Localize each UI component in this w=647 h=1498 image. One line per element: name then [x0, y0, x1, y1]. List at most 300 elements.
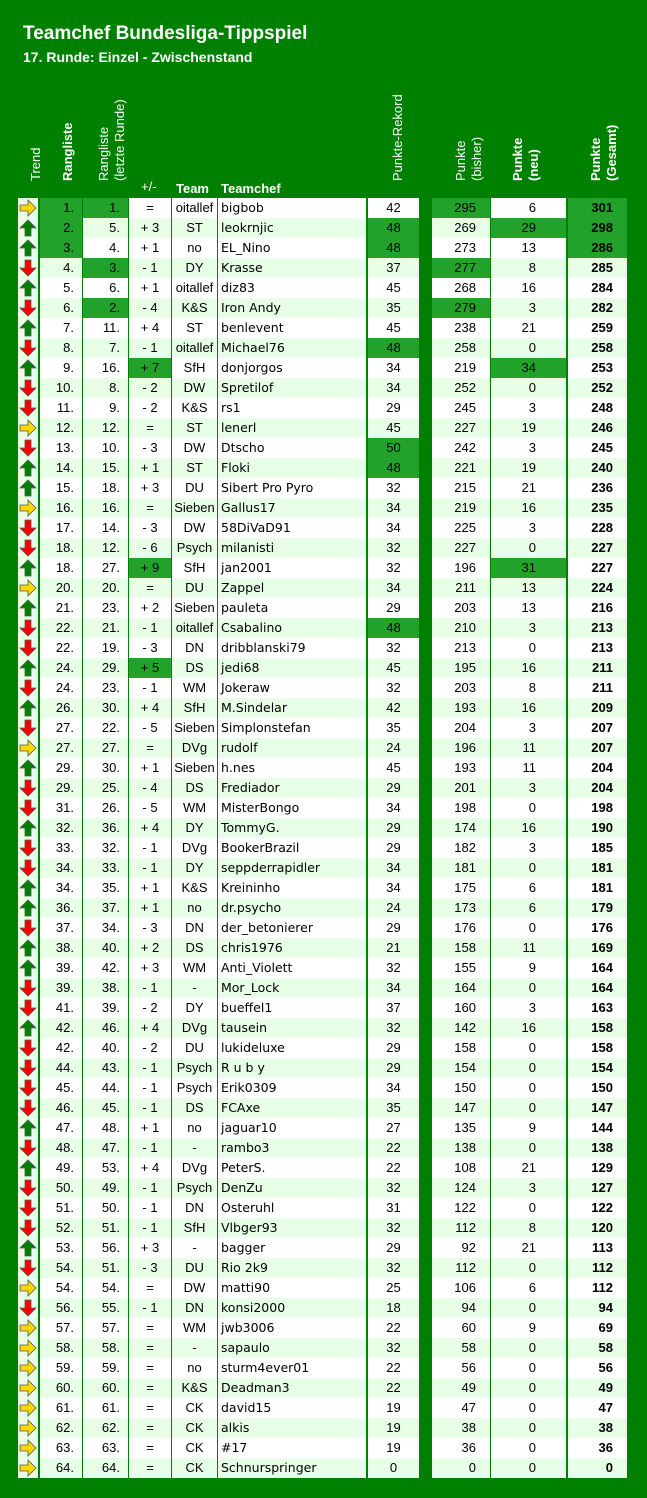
record-cell: 34	[368, 578, 419, 598]
last-rank-cell: 16.	[83, 358, 128, 378]
points-new-cell: 0	[491, 1098, 566, 1118]
rank-cell: 49.	[40, 1158, 82, 1178]
team-cell: ST	[172, 458, 217, 478]
team-cell: oitallef	[172, 338, 217, 358]
team-cell: DY	[172, 818, 217, 838]
points-new-cell: 19	[491, 458, 566, 478]
points-total-cell: 213	[568, 618, 627, 638]
points-new-cell: 8	[491, 1218, 566, 1238]
teamchef-cell: Zappel	[218, 578, 366, 598]
rank-cell: 39.	[40, 978, 82, 998]
teamchef-cell: bigbob	[218, 198, 366, 218]
header-rank-label: Rangliste	[60, 122, 75, 181]
trend-cell	[18, 738, 38, 758]
record-cell: 21	[368, 938, 419, 958]
points-total-cell: 207	[568, 718, 627, 738]
points-prev-cell: 219	[432, 498, 490, 518]
team-cell: CK	[172, 1398, 217, 1418]
diff-cell: + 2	[129, 938, 171, 958]
points-new-cell: 0	[491, 1298, 566, 1318]
points-prev-cell: 219	[432, 358, 490, 378]
rank-cell: 44.	[40, 1058, 82, 1078]
teamchef-cell: Schnurspringer	[218, 1458, 366, 1478]
points-prev-cell: 277	[432, 258, 490, 278]
record-cell: 32	[368, 958, 419, 978]
rank-cell: 32.	[40, 818, 82, 838]
teamchef-cell: Gallus17	[218, 498, 366, 518]
points-prev-cell: 155	[432, 958, 490, 978]
record-cell: 34	[368, 1078, 419, 1098]
record-cell: 34	[368, 798, 419, 818]
trend-cell	[18, 458, 38, 478]
team-cell: DY	[172, 258, 217, 278]
header-teamchef: Teamchef	[221, 181, 281, 196]
header-trend	[20, 90, 43, 196]
last-rank-cell: 60.	[83, 1378, 128, 1398]
last-rank-cell: 26.	[83, 798, 128, 818]
record-cell: 24	[368, 898, 419, 918]
trend-cell	[18, 898, 38, 918]
points-prev-cell: 269	[432, 218, 490, 238]
team-cell: CK	[172, 1418, 217, 1438]
team-cell: DN	[172, 1198, 217, 1218]
team-cell: Sieben	[172, 718, 217, 738]
points-total-cell: 282	[568, 298, 627, 318]
trend-cell	[18, 1198, 38, 1218]
record-cell: 42	[368, 698, 419, 718]
points-prev-cell: 154	[432, 1058, 490, 1078]
points-total-cell: 129	[568, 1158, 627, 1178]
points-new-cell: 6	[491, 878, 566, 898]
points-new-cell: 34	[491, 358, 566, 378]
record-cell: 22	[368, 1378, 419, 1398]
points-total-cell: 127	[568, 1178, 627, 1198]
diff-cell: + 1	[129, 238, 171, 258]
points-prev-cell: 174	[432, 818, 490, 838]
points-prev-cell: 56	[432, 1358, 490, 1378]
rank-cell: 42.	[40, 1038, 82, 1058]
teamchef-cell: Michael76	[218, 338, 366, 358]
trend-cell	[18, 698, 38, 718]
teamchef-cell: lenerl	[218, 418, 366, 438]
diff-cell: + 7	[129, 358, 171, 378]
header-prev	[445, 90, 468, 196]
trend-cell	[18, 638, 38, 658]
teamchef-cell: h.nes	[218, 758, 366, 778]
header-total-label-2: (Gesamt)	[604, 124, 619, 181]
header-new-label-2: (neu)	[526, 149, 541, 181]
team-cell: DY	[172, 858, 217, 878]
diff-cell: + 9	[129, 558, 171, 578]
points-prev-cell: 158	[432, 938, 490, 958]
points-new-cell: 0	[491, 1398, 566, 1418]
last-rank-cell: 29.	[83, 658, 128, 678]
last-rank-cell: 23.	[83, 678, 128, 698]
teamchef-cell: M.Sindelar	[218, 698, 366, 718]
trend-cell	[18, 378, 38, 398]
last-rank-cell: 14.	[83, 518, 128, 538]
record-cell: 48	[368, 618, 419, 638]
diff-cell: - 2	[129, 998, 171, 1018]
header-new-2	[518, 90, 541, 196]
teamchef-cell: Mor_Lock	[218, 978, 366, 998]
points-prev-cell: 258	[432, 338, 490, 358]
diff-cell: + 1	[129, 278, 171, 298]
points-prev-cell: 47	[432, 1398, 490, 1418]
team-cell: -	[172, 978, 217, 998]
rank-cell: 24.	[40, 678, 82, 698]
teamchef-cell: jan2001	[218, 558, 366, 578]
points-total-cell: 147	[568, 1098, 627, 1118]
diff-cell: - 1	[129, 258, 171, 278]
trend-cell	[18, 878, 38, 898]
points-total-cell: 301	[568, 198, 627, 218]
teamchef-cell: sapaulo	[218, 1338, 366, 1358]
points-new-cell: 6	[491, 898, 566, 918]
record-cell: 29	[368, 598, 419, 618]
rank-cell: 13.	[40, 438, 82, 458]
points-total-cell: 56	[568, 1358, 627, 1378]
trend-cell	[18, 678, 38, 698]
diff-cell: - 1	[129, 1098, 171, 1118]
points-prev-cell: 201	[432, 778, 490, 798]
points-new-cell: 19	[491, 418, 566, 438]
points-prev-cell: 94	[432, 1298, 490, 1318]
points-prev-cell: 279	[432, 298, 490, 318]
diff-cell: - 5	[129, 718, 171, 738]
rank-cell: 59.	[40, 1358, 82, 1378]
points-prev-cell: 238	[432, 318, 490, 338]
team-cell: DS	[172, 1098, 217, 1118]
diff-cell: + 4	[129, 1158, 171, 1178]
diff-cell: =	[129, 1358, 171, 1378]
trend-cell	[18, 838, 38, 858]
team-cell: DVg	[172, 738, 217, 758]
points-total-cell: 198	[568, 798, 627, 818]
diff-cell: =	[129, 1338, 171, 1358]
team-cell: DVg	[172, 1018, 217, 1038]
points-prev-cell: 122	[432, 1198, 490, 1218]
rank-cell: 34.	[40, 878, 82, 898]
points-total-cell: 179	[568, 898, 627, 918]
trend-cell	[18, 1218, 38, 1238]
teamchef-cell: R u b y	[218, 1058, 366, 1078]
diff-cell: - 1	[129, 1218, 171, 1238]
points-total-cell: 216	[568, 598, 627, 618]
last-rank-cell: 32.	[83, 838, 128, 858]
points-prev-cell: 203	[432, 678, 490, 698]
points-total-cell: 138	[568, 1138, 627, 1158]
points-new-cell: 0	[491, 1438, 566, 1458]
points-total-cell: 248	[568, 398, 627, 418]
last-rank-cell: 53.	[83, 1158, 128, 1178]
header-team: Team	[176, 181, 209, 196]
points-total-cell: 207	[568, 738, 627, 758]
last-rank-cell: 54.	[83, 1278, 128, 1298]
last-rank-cell: 16.	[83, 498, 128, 518]
points-new-cell: 3	[491, 1178, 566, 1198]
rank-cell: 27.	[40, 738, 82, 758]
rank-cell: 15.	[40, 478, 82, 498]
team-cell: DY	[172, 998, 217, 1018]
team-cell: DS	[172, 778, 217, 798]
points-new-cell: 0	[491, 978, 566, 998]
trend-cell	[18, 978, 38, 998]
points-new-cell: 3	[491, 998, 566, 1018]
points-new-cell: 9	[491, 1118, 566, 1138]
points-new-cell: 3	[491, 618, 566, 638]
rank-cell: 22.	[40, 638, 82, 658]
trend-cell	[18, 478, 38, 498]
rank-cell: 47.	[40, 1118, 82, 1138]
diff-cell: - 1	[129, 678, 171, 698]
header-record-label: Punkte-Rekord	[390, 94, 405, 181]
points-new-cell: 0	[491, 1358, 566, 1378]
trend-cell	[18, 538, 38, 558]
team-cell: oitallef	[172, 618, 217, 638]
points-prev-cell: 213	[432, 638, 490, 658]
record-cell: 27	[368, 1118, 419, 1138]
last-rank-cell: 61.	[83, 1398, 128, 1418]
record-cell: 32	[368, 1218, 419, 1238]
points-new-cell: 0	[491, 638, 566, 658]
teamchef-cell: matti90	[218, 1278, 366, 1298]
points-total-cell: 258	[568, 338, 627, 358]
points-new-cell: 16	[491, 1018, 566, 1038]
points-new-cell: 0	[491, 1078, 566, 1098]
team-cell: DU	[172, 1258, 217, 1278]
points-prev-cell: 268	[432, 278, 490, 298]
record-cell: 19	[368, 1398, 419, 1418]
record-cell: 29	[368, 1238, 419, 1258]
points-prev-cell: 242	[432, 438, 490, 458]
rank-cell: 5.	[40, 278, 82, 298]
last-rank-cell: 51.	[83, 1218, 128, 1238]
points-total-cell: 181	[568, 878, 627, 898]
points-new-cell: 8	[491, 258, 566, 278]
team-cell: CK	[172, 1458, 217, 1478]
points-new-cell: 0	[491, 1038, 566, 1058]
team-cell: SfH	[172, 358, 217, 378]
diff-cell: =	[129, 1278, 171, 1298]
last-rank-cell: 20.	[83, 578, 128, 598]
last-rank-cell: 3.	[83, 258, 128, 278]
points-new-cell: 0	[491, 1418, 566, 1438]
teamchef-cell: chris1976	[218, 938, 366, 958]
points-total-cell: 284	[568, 278, 627, 298]
record-cell: 34	[368, 498, 419, 518]
record-cell: 32	[368, 678, 419, 698]
points-total-cell: 154	[568, 1058, 627, 1078]
last-rank-cell: 44.	[83, 1078, 128, 1098]
points-new-cell: 11	[491, 738, 566, 758]
points-prev-cell: 182	[432, 838, 490, 858]
points-total-cell: 158	[568, 1018, 627, 1038]
teamchef-cell: Spretilof	[218, 378, 366, 398]
teamchef-cell: der_betonierer	[218, 918, 366, 938]
points-prev-cell: 147	[432, 1098, 490, 1118]
points-prev-cell: 138	[432, 1138, 490, 1158]
record-cell: 34	[368, 378, 419, 398]
points-prev-cell: 142	[432, 1018, 490, 1038]
rank-cell: 58.	[40, 1338, 82, 1358]
rank-cell: 63.	[40, 1438, 82, 1458]
last-rank-cell: 27.	[83, 558, 128, 578]
points-prev-cell: 175	[432, 878, 490, 898]
teamchef-cell: bagger	[218, 1238, 366, 1258]
points-new-cell: 9	[491, 1318, 566, 1338]
diff-cell: - 1	[129, 338, 171, 358]
points-total-cell: 144	[568, 1118, 627, 1138]
points-total-cell: 112	[568, 1278, 627, 1298]
points-prev-cell: 112	[432, 1258, 490, 1278]
rank-cell: 18.	[40, 538, 82, 558]
teamchef-cell: Simplonstefan	[218, 718, 366, 738]
points-prev-cell: 124	[432, 1178, 490, 1198]
trend-cell	[18, 1158, 38, 1178]
points-prev-cell: 158	[432, 1038, 490, 1058]
header-prev-2	[461, 90, 484, 196]
last-rank-cell: 39.	[83, 998, 128, 1018]
diff-cell: + 2	[129, 598, 171, 618]
record-cell: 45	[368, 758, 419, 778]
rank-cell: 39.	[40, 958, 82, 978]
header-prev-label-2: (bisher)	[469, 136, 484, 181]
last-rank-cell: 35.	[83, 878, 128, 898]
rank-cell: 48.	[40, 1138, 82, 1158]
teamchef-cell: konsi2000	[218, 1298, 366, 1318]
teamchef-cell: rs1	[218, 398, 366, 418]
diff-cell: - 1	[129, 1078, 171, 1098]
points-total-cell: 176	[568, 918, 627, 938]
points-new-cell: 21	[491, 478, 566, 498]
rank-cell: 26.	[40, 698, 82, 718]
teamchef-cell: Rio 2k9	[218, 1258, 366, 1278]
points-total-cell: 113	[568, 1238, 627, 1258]
rank-cell: 56.	[40, 1298, 82, 1318]
points-prev-cell: 58	[432, 1338, 490, 1358]
team-cell: Psych	[172, 1178, 217, 1198]
team-cell: DW	[172, 518, 217, 538]
record-cell: 29	[368, 398, 419, 418]
trend-cell	[18, 418, 38, 438]
points-total-cell: 164	[568, 978, 627, 998]
points-total-cell: 69	[568, 1318, 627, 1338]
record-cell: 22	[368, 1158, 419, 1178]
rank-cell: 38.	[40, 938, 82, 958]
diff-cell: - 5	[129, 798, 171, 818]
rank-cell: 34.	[40, 858, 82, 878]
rank-cell: 37.	[40, 918, 82, 938]
points-new-cell: 0	[491, 1338, 566, 1358]
team-cell: DVg	[172, 1158, 217, 1178]
last-rank-cell: 40.	[83, 938, 128, 958]
trend-cell	[18, 1018, 38, 1038]
team-cell: oitallef	[172, 198, 217, 218]
diff-cell: - 3	[129, 518, 171, 538]
points-total-cell: 227	[568, 558, 627, 578]
team-cell: DN	[172, 638, 217, 658]
diff-cell: - 1	[129, 618, 171, 638]
teamchef-cell: Anti_Violett	[218, 958, 366, 978]
team-cell: K&S	[172, 878, 217, 898]
diff-cell: + 4	[129, 318, 171, 338]
diff-cell: =	[129, 738, 171, 758]
trend-cell	[18, 1378, 38, 1398]
points-prev-cell: 211	[432, 578, 490, 598]
diff-cell: - 6	[129, 538, 171, 558]
points-new-cell: 0	[491, 918, 566, 938]
points-total-cell: 47	[568, 1398, 627, 1418]
last-rank-cell: 36.	[83, 818, 128, 838]
record-cell: 29	[368, 1058, 419, 1078]
points-total-cell: 150	[568, 1078, 627, 1098]
record-cell: 22	[368, 1318, 419, 1338]
diff-cell: - 3	[129, 918, 171, 938]
trend-cell	[18, 558, 38, 578]
points-prev-cell: 92	[432, 1238, 490, 1258]
last-rank-cell: 5.	[83, 218, 128, 238]
record-cell: 42	[368, 198, 419, 218]
rank-cell: 36.	[40, 898, 82, 918]
team-cell: K&S	[172, 398, 217, 418]
teamchef-cell: Vlbger93	[218, 1218, 366, 1238]
record-cell: 32	[368, 558, 419, 578]
teamchef-cell: donjorgos	[218, 358, 366, 378]
points-total-cell: 112	[568, 1258, 627, 1278]
trend-cell	[18, 1118, 38, 1138]
points-total-cell: 253	[568, 358, 627, 378]
points-new-cell: 16	[491, 698, 566, 718]
trend-cell	[18, 1358, 38, 1378]
diff-cell: =	[129, 1418, 171, 1438]
points-total-cell: 209	[568, 698, 627, 718]
teamchef-cell: Frediador	[218, 778, 366, 798]
last-rank-cell: 62.	[83, 1418, 128, 1438]
team-cell: Sieben	[172, 758, 217, 778]
trend-cell	[18, 1238, 38, 1258]
page-title: Teamchef Bundesliga-Tippspiel	[23, 23, 308, 44]
rank-cell: 6.	[40, 298, 82, 318]
last-rank-cell: 34.	[83, 918, 128, 938]
trend-cell	[18, 1338, 38, 1358]
trend-cell	[18, 1438, 38, 1458]
points-prev-cell: 49	[432, 1378, 490, 1398]
points-total-cell: 213	[568, 638, 627, 658]
trend-cell	[18, 338, 38, 358]
diff-cell: =	[129, 578, 171, 598]
teamchef-cell: 58DiVaD91	[218, 518, 366, 538]
trend-cell	[18, 798, 38, 818]
record-cell: 34	[368, 858, 419, 878]
points-total-cell: 163	[568, 998, 627, 1018]
points-new-cell: 11	[491, 758, 566, 778]
points-prev-cell: 273	[432, 238, 490, 258]
teamchef-cell: dribblanski79	[218, 638, 366, 658]
rank-cell: 11.	[40, 398, 82, 418]
trend-cell	[18, 1138, 38, 1158]
team-cell: -	[172, 1338, 217, 1358]
trend-cell	[18, 218, 38, 238]
record-cell: 22	[368, 1358, 419, 1378]
trend-cell	[18, 1078, 38, 1098]
teamchef-cell: tausein	[218, 1018, 366, 1038]
team-cell: ST	[172, 418, 217, 438]
rank-cell: 20.	[40, 578, 82, 598]
last-rank-cell: 51.	[83, 1258, 128, 1278]
points-total-cell: 259	[568, 318, 627, 338]
record-cell: 45	[368, 418, 419, 438]
